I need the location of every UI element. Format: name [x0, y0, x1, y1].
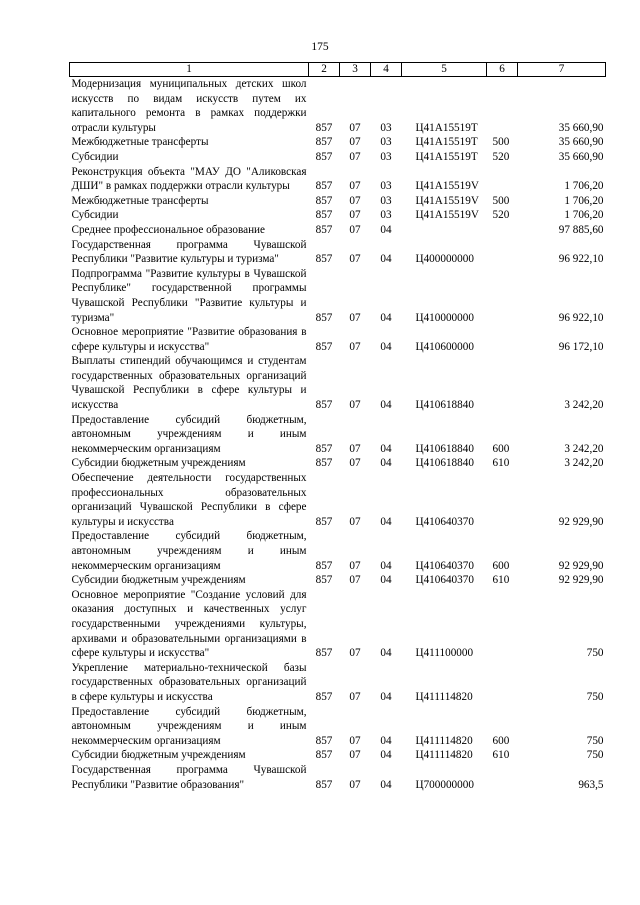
row-expense-type-cell: 600: [492, 734, 510, 747]
table-body: [70, 77, 606, 793]
row-amount-cell: 92 929,90: [558, 574, 604, 587]
table-row: [70, 267, 606, 325]
row-subsection-cell: 04: [380, 574, 392, 587]
column-header-2: 2: [309, 63, 340, 77]
row-expense-type-cell: [487, 238, 518, 267]
row-name-cell: Государственная программа Чувашской Республики "Развитие культуры и туризма": [71, 238, 307, 266]
row-code-cell: 857: [315, 647, 333, 660]
row-expense-type-cell: 610: [492, 749, 510, 762]
row-target-article-cell: Ц410600000: [415, 340, 474, 353]
row-code-cell: 857: [315, 574, 333, 587]
row-target-article-cell: Ц411114820: [415, 749, 473, 762]
row-code-cell: 857: [315, 150, 333, 163]
table-row: [70, 135, 606, 150]
row-code-cell: 857: [315, 194, 333, 207]
row-name-cell: Субсидии бюджетным учреждениям: [71, 574, 246, 587]
row-section-cell: 07: [349, 340, 361, 353]
row-target-article-cell: Ц410640370: [415, 574, 474, 587]
row-target-article-cell: Ц41A15519Т: [415, 121, 478, 134]
table-row: [70, 77, 606, 136]
row-subsection-cell: 04: [380, 311, 392, 324]
row-code-cell: 857: [315, 778, 333, 791]
row-section-cell: 07: [349, 442, 361, 455]
row-code-cell: 857: [315, 180, 333, 193]
row-expense-type-cell: [487, 763, 518, 792]
table-row: [70, 165, 606, 194]
row-section-cell: 07: [349, 574, 361, 587]
row-code-cell: 857: [315, 209, 333, 222]
row-amount-cell: 3 242,20: [564, 442, 604, 455]
table-row: [70, 529, 606, 573]
row-subsection-cell: 04: [380, 690, 392, 703]
row-subsection-cell: 04: [380, 399, 392, 412]
table-row: [70, 471, 606, 529]
table-row: [70, 456, 606, 471]
row-amount-cell: 750: [586, 690, 604, 703]
row-expense-type-cell: 500: [492, 194, 510, 207]
table-row: [70, 413, 606, 457]
row-expense-type-cell: [487, 77, 518, 136]
row-expense-type-cell: [487, 661, 518, 705]
row-subsection-cell: 04: [380, 253, 392, 266]
row-section-cell: 07: [349, 690, 361, 703]
row-expense-type-cell: 600: [492, 442, 510, 455]
row-subsection-cell: 03: [380, 194, 392, 207]
row-target-article-cell: Ц41A15519V: [415, 194, 479, 207]
row-section-cell: 07: [349, 778, 361, 791]
table-row: [70, 194, 606, 209]
row-subsection-cell: 04: [380, 223, 392, 236]
row-name-cell: Предоставление субсидий бюджетным, автономным учреждениям и иным некоммерческим организациям: [71, 530, 307, 572]
row-name-cell: Субсидии бюджетным учреждениям: [71, 457, 246, 470]
row-subsection-cell: 04: [380, 515, 392, 528]
table-row: [70, 763, 606, 792]
row-amount-cell: 96 922,10: [558, 253, 604, 266]
row-target-article-cell: Ц411114820: [415, 690, 473, 703]
budget-table: [69, 62, 606, 792]
row-amount-cell: 750: [586, 734, 604, 747]
row-amount-cell: 3 242,20: [564, 457, 604, 470]
row-expense-type-cell: [487, 325, 518, 354]
row-section-cell: 07: [349, 311, 361, 324]
table-row: [70, 150, 606, 165]
row-code-cell: 857: [315, 457, 333, 470]
row-code-cell: 857: [315, 136, 333, 149]
row-expense-type-cell: [487, 588, 518, 661]
row-name-cell: Субсидии бюджетным учреждениям: [71, 749, 246, 762]
row-target-article-cell: Ц410618840: [415, 457, 474, 470]
column-header-4: 4: [371, 63, 402, 77]
row-name-cell: Среднее профессиональное образование: [71, 223, 266, 236]
column-header-5: 5: [402, 63, 487, 77]
row-name-cell: Укрепление материально-технической базы государственных образовательных организаций в сфере культуры и искусства: [71, 661, 307, 703]
table-row: [70, 705, 606, 749]
row-name-cell: Выплаты стипендий обучающимся и студентам государственных образовательных организаций Чувашской Республики в сфере культуры и искусства: [71, 355, 307, 412]
row-code-cell: 857: [315, 399, 333, 412]
row-section-cell: 07: [349, 399, 361, 412]
row-amount-cell: 35 660,90: [558, 150, 604, 163]
row-subsection-cell: 04: [380, 778, 392, 791]
row-section-cell: 07: [349, 515, 361, 528]
row-section-cell: 07: [349, 253, 361, 266]
table-row: [70, 588, 606, 661]
table-row: [70, 661, 606, 705]
table-header: [70, 63, 606, 77]
row-section-cell: 07: [349, 209, 361, 222]
row-name-cell: Реконструкция объекта "МАУ ДО "Аликовская ДШИ" в рамках поддержки отрасли культуры: [71, 165, 307, 193]
row-expense-type-cell: [487, 165, 518, 194]
row-subsection-cell: 04: [380, 340, 392, 353]
row-subsection-cell: 04: [380, 647, 392, 660]
row-code-cell: 857: [315, 121, 333, 134]
row-code-cell: 857: [315, 690, 333, 703]
row-expense-type-cell: [487, 223, 518, 238]
row-section-cell: 07: [349, 121, 361, 134]
row-section-cell: 07: [349, 559, 361, 572]
row-subsection-cell: 04: [380, 734, 392, 747]
row-amount-cell: 35 660,90: [558, 121, 604, 134]
row-code-cell: 857: [315, 223, 333, 236]
row-subsection-cell: 04: [380, 457, 392, 470]
row-amount-cell: 92 929,90: [558, 515, 604, 528]
row-amount-cell: 1 706,20: [564, 209, 604, 222]
row-subsection-cell: 03: [380, 180, 392, 193]
row-expense-type-cell: 610: [492, 457, 510, 470]
row-section-cell: 07: [349, 150, 361, 163]
row-name-cell: Межбюджетные трансферты: [71, 194, 209, 207]
row-target-article-cell: Ц410618840: [415, 399, 474, 412]
row-section-cell: 07: [349, 734, 361, 747]
row-section-cell: 07: [349, 223, 361, 236]
row-amount-cell: 92 929,90: [558, 559, 604, 572]
row-section-cell: 07: [349, 136, 361, 149]
table-row: [70, 238, 606, 267]
row-name-cell: Предоставление субсидий бюджетным, автономным учреждениям и иным некоммерческим организациям: [71, 705, 307, 747]
row-code-cell: 857: [315, 253, 333, 266]
row-subsection-cell: 04: [380, 442, 392, 455]
row-name-cell: Обеспечение деятельности государственных профессиональных образовательных организаций Чувашской Республики в сфере культуры и искусства: [71, 472, 307, 528]
row-section-cell: 07: [349, 749, 361, 762]
row-target-article-cell: Ц41A15519Т: [415, 136, 478, 149]
row-subsection-cell: 03: [380, 136, 392, 149]
row-name-cell: Основное мероприятие "Развитие образования в сфере культуры и искусства": [71, 326, 307, 353]
row-expense-type-cell: 600: [492, 559, 510, 572]
row-code-cell: 857: [315, 749, 333, 762]
row-code-cell: 857: [315, 442, 333, 455]
row-expense-type-cell: [487, 471, 518, 529]
row-section-cell: 07: [349, 194, 361, 207]
row-name-cell: Субсидии: [71, 209, 119, 222]
table-row: [70, 223, 606, 238]
table-row: [70, 208, 606, 223]
column-header-3: 3: [340, 63, 371, 77]
table-row: [70, 354, 606, 412]
row-target-article-cell: Ц41A15519V: [415, 180, 479, 193]
column-header-7: 7: [518, 63, 606, 77]
row-expense-type-cell: [487, 354, 518, 412]
row-target-article-cell: [402, 223, 487, 238]
row-amount-cell: 96 172,10: [558, 340, 604, 353]
row-target-article-cell: Ц41A15519V: [415, 209, 479, 222]
row-subsection-cell: 03: [380, 209, 392, 222]
row-target-article-cell: Ц700000000: [415, 778, 474, 791]
row-section-cell: 07: [349, 647, 361, 660]
row-amount-cell: 1 706,20: [564, 180, 604, 193]
row-expense-type-cell: 610: [492, 574, 510, 587]
row-subsection-cell: 03: [380, 150, 392, 163]
row-amount-cell: 750: [586, 647, 604, 660]
row-amount-cell: 35 660,90: [558, 136, 604, 149]
row-name-cell: Подпрограмма "Развитие культуры в Чувашской Республике" государственной программы Чувашской Республики "Развитие культуры и туризма": [71, 267, 307, 324]
row-section-cell: 07: [349, 457, 361, 470]
column-header-6: 6: [487, 63, 518, 77]
row-amount-cell: 1 706,20: [564, 194, 604, 207]
column-header-1: 1: [70, 63, 309, 77]
row-amount-cell: 97 885,60: [558, 223, 604, 236]
row-code-cell: 857: [315, 734, 333, 747]
row-subsection-cell: 04: [380, 559, 392, 572]
row-name-cell: Основное мероприятие "Создание условий для оказания доступных и качественных услуг государственными учреждениями культуры, архивами и образовательными организациями в сфере культуры и искусства": [71, 588, 307, 660]
row-expense-type-cell: 520: [492, 209, 510, 222]
row-section-cell: 07: [349, 180, 361, 193]
row-code-cell: 857: [315, 559, 333, 572]
row-target-article-cell: Ц400000000: [415, 253, 474, 266]
row-target-article-cell: Ц410000000: [415, 311, 474, 324]
row-target-article-cell: Ц410640370: [415, 559, 474, 572]
row-target-article-cell: Ц41A15519Т: [415, 150, 478, 163]
row-target-article-cell: Ц411100000: [415, 647, 474, 660]
page-number: 175: [311, 41, 329, 53]
row-target-article-cell: Ц410618840: [415, 442, 474, 455]
row-target-article-cell: Ц411114820: [415, 734, 473, 747]
row-subsection-cell: 03: [380, 121, 392, 134]
row-amount-cell: 96 922,10: [558, 311, 604, 324]
row-expense-type-cell: 520: [492, 150, 510, 163]
row-name-cell: Субсидии: [71, 150, 119, 163]
row-name-cell: Модернизация муниципальных детских школ искусств по видам искусств путем их капитального ремонта в рамках поддержки отрасли культуры: [71, 78, 307, 134]
row-expense-type-cell: [487, 267, 518, 325]
row-target-article-cell: Ц410640370: [415, 515, 474, 528]
row-amount-cell: 963,5: [578, 778, 604, 791]
row-name-cell: Межбюджетные трансферты: [71, 136, 209, 149]
row-amount-cell: 750: [586, 749, 604, 762]
row-name-cell: Предоставление субсидий бюджетным, автономным учреждениям и иным некоммерческим организациям: [71, 413, 307, 455]
row-code-cell: 857: [315, 515, 333, 528]
table-row: [70, 748, 606, 763]
row-code-cell: 857: [315, 311, 333, 324]
table-row: [70, 325, 606, 354]
row-code-cell: 857: [315, 340, 333, 353]
row-name-cell: Государственная программа Чувашской Республики "Развитие образования": [71, 763, 307, 791]
row-expense-type-cell: 500: [492, 136, 510, 149]
table-row: [70, 573, 606, 588]
row-amount-cell: 3 242,20: [564, 399, 604, 412]
row-subsection-cell: 04: [380, 749, 392, 762]
